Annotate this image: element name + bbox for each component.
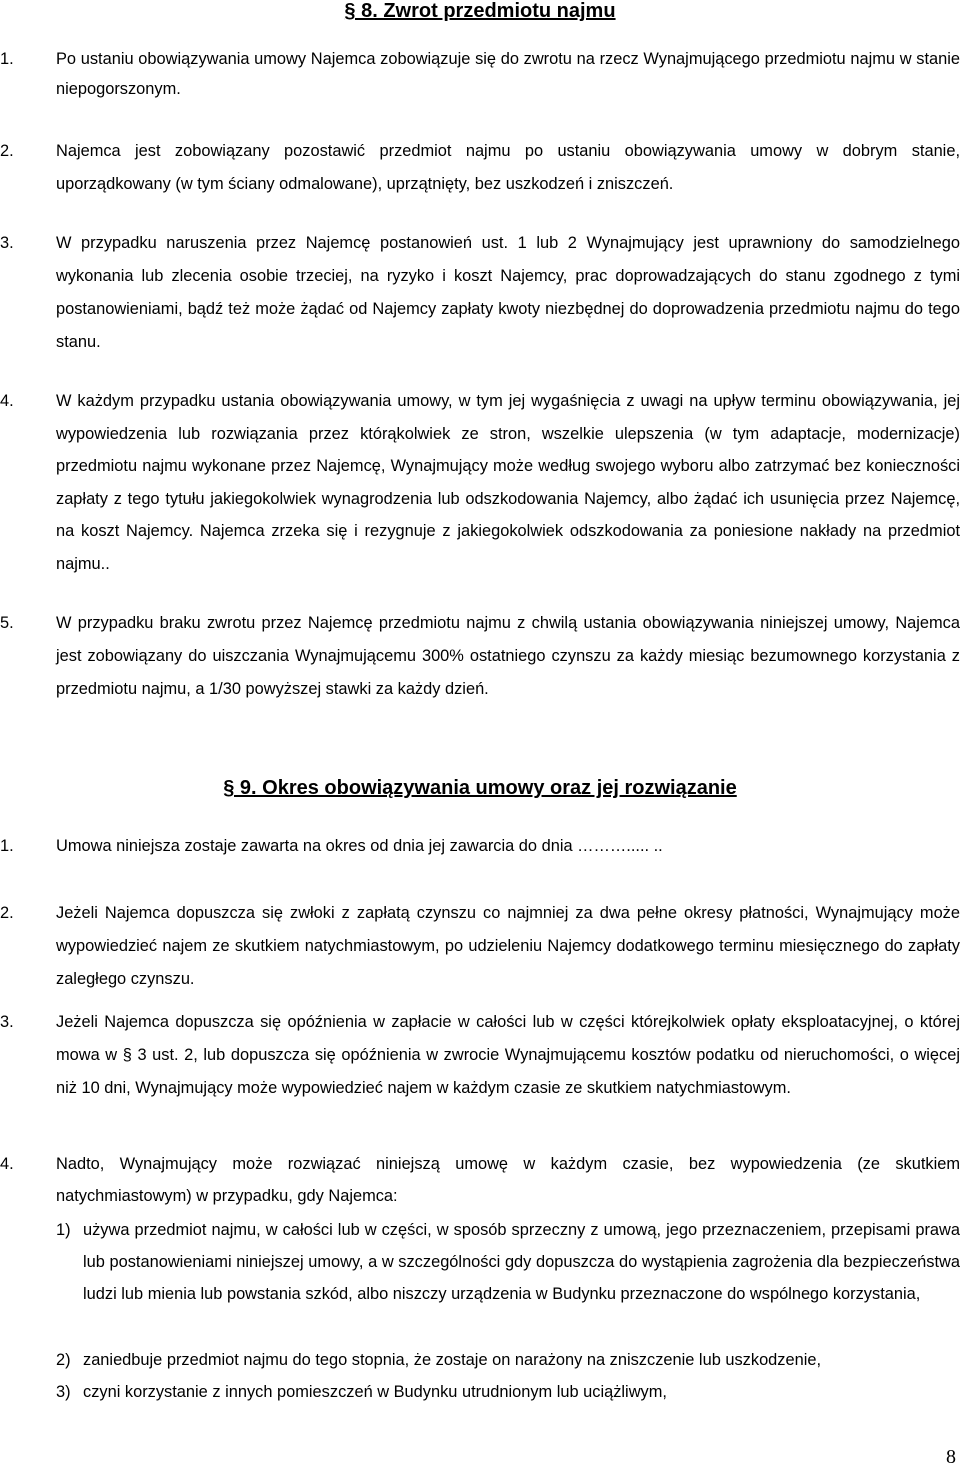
item-number: 2. xyxy=(0,142,14,160)
item-text: W przypadku braku zwrotu przez Najemcę przedmiotu najmu z chwilą ustania obowiązywania niniejszej umowy, Najemca jest zobowiązany do uiszczania Wynajmującemu 300% ostatniego czynszu za każdy miesiąc bezumownego korzystania z przedmiotu najmu, a 1/30 powyższej stawki za każdy dzień. xyxy=(56,614,960,698)
page-number: 8 xyxy=(946,1446,956,1468)
subitem-text: zaniedbuje przedmiot najmu do tego stopnia, że zostaje on narażony na zniszczenie lub uszkodzenie, xyxy=(83,1351,822,1369)
section-8-heading: § 8. Zwrot przedmiotu najmu xyxy=(344,0,616,22)
subitem-text: używa przedmiot najmu, w całości lub w części, w sposób sprzeczny z umową, jego przeznaczeniem, przepisami prawa lub postanowieniami niniejszej umowy, a w szczególności gdy dopuszcza do wystąpienia zagrożenia dla bezpieczeństwa ludzi lub mienia lub powstania szkód, albo niszczy urządzenia w Budynku przeznaczone do wspólnego korzystania, xyxy=(83,1221,960,1303)
item-number: 4. xyxy=(0,392,14,410)
item-text: Po ustaniu obowiązywania umowy Najemca zobowiązuje się do zwrotu na rzecz Wynajmującego przedmiotu najmu w stanie niepogorszonym. xyxy=(56,50,960,98)
item-text: Umowa niniejsza zostaje zawarta na okres od dnia jej zawarcia do dnia ………..... .. xyxy=(56,837,663,855)
item-text: W przypadku naruszenia przez Najemcę postanowień ust. 1 lub 2 Wynajmujący jest uprawniony do samodzielnego wykonania lub zlecenia osobie trzeciej, na ryzyko i koszt Najemcy, prac doprowadzających do stanu zgodnego z tymi postanowieniami, bądź też może żądać od Najemcy zapłaty kwoty niezbędnej do doprowadzenia przedmiotu najmu do tego stanu. xyxy=(56,234,960,351)
item-number: 1. xyxy=(0,50,14,68)
section-9-heading: § 9. Okres obowiązywania umowy oraz jej rozwiązanie xyxy=(223,777,737,799)
subitem-number: 2) xyxy=(56,1351,71,1369)
item-number: 4. xyxy=(0,1155,14,1173)
item-number: 3. xyxy=(0,1013,14,1031)
item-text: Najemca jest zobowiązany pozostawić przedmiot najmu po ustaniu obowiązywania umowy w dobrym stanie, uporządkowany (w tym ściany odmalowane), uprzątnięty, bez uszkodzeń i zniszczeń. xyxy=(56,142,960,193)
item-number: 2. xyxy=(0,904,14,922)
item-text: Nadto, Wynajmujący może rozwiązać niniejszą umowę w każdym czasie, bez wypowiedzenia (ze skutkiem natychmiastowym) w przypadku, gdy Najemca: xyxy=(56,1155,960,1205)
item-number: 3. xyxy=(0,234,14,252)
subitem-text: czyni korzystanie z innych pomieszczeń w Budynku utrudnionym lub uciążliwym, xyxy=(83,1383,667,1401)
item-number: 1. xyxy=(0,837,14,855)
item-text: Jeżeli Najemca dopuszcza się opóźnienia w zapłacie w całości lub w części którejkolwiek opłaty eksploatacyjnej, o której mowa w § 3 ust. 2, lub dopuszcza się opóźnienia w zwrocie Wynajmującemu kosztów podatku od nieruchomości, o więcej niż 10 dni, Wynajmujący może wypowiedzieć najem w każdym czasie ze skutkiem natychmiastowym. xyxy=(56,1013,960,1097)
item-text: W każdym przypadku ustania obowiązywania umowy, w tym jej wygaśnięcia z uwagi na upływ terminu obowiązywania, jej wypowiedzenia lub rozwiązania przez którąkolwiek ze stron, wszelkie ulepszenia (w tym adaptacje, modernizacje) przedmiotu najmu wykonane przez Najemcę, Wynajmujący może według swojego wyboru albo zatrzymać bez konieczności zapłaty z tego tytułu jakiegokolwiek wynagrodzenia lub odszkodowania Najemcy, albo żądać ich usunięcia przez Najemcę, na koszt Najemcy. Najemca zrzeka się i rezygnuje z jakiegokolwiek odszkodowania za poniesione nakłady na przedmiot najmu.. xyxy=(56,392,960,573)
item-text: Jeżeli Najemca dopuszcza się zwłoki z zapłatą czynszu co najmniej za dwa pełne okresy płatności, Wynajmujący może wypowiedzieć najem ze skutkiem natychmiastowym, po udzieleniu Najemcy dodatkowego terminu miesięcznego do zapłaty zaległego czynszu. xyxy=(56,904,960,988)
item-number: 5. xyxy=(0,614,14,632)
subitem-number: 3) xyxy=(56,1383,71,1401)
subitem-number: 1) xyxy=(56,1221,71,1239)
